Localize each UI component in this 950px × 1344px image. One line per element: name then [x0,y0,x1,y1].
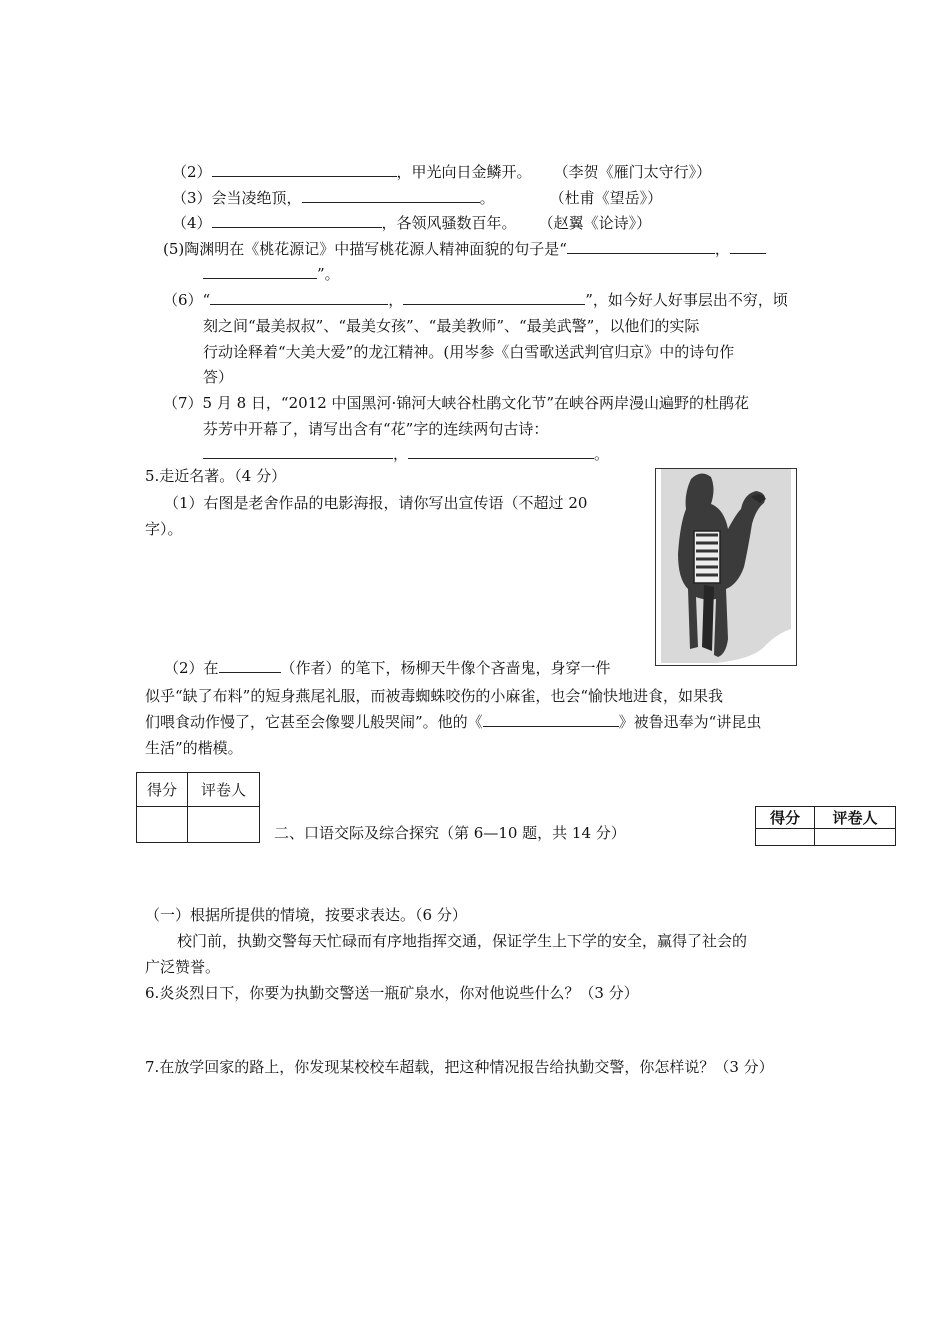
answer-blank[interactable] [302,187,480,203]
punctuation: ， [388,291,404,309]
score-box-left [136,772,260,843]
q4-item5-line1 [163,238,766,260]
q4-item6-line1 [163,289,788,311]
source-citation: （杜甫《望岳》） [549,189,663,207]
question-text: 们喂食动作慢了，它甚至会像婴儿般哭闹”。他的《 [145,713,483,731]
subsection-title: （一）根据所提供的情境，按要求表达。（6 分） [145,906,467,924]
score-label: 得分 [137,773,188,807]
movie-poster-image [655,468,797,666]
score-box-right [755,806,896,846]
answer-blank[interactable] [212,212,382,228]
question-7: 7.在放学回家的路上，你发现某校校车超载，把这种情况报告给执勤交警，你怎样说？（3 分） [145,1058,774,1076]
paragraph-text: 广泛赞誉。 [145,958,221,976]
question-text: 》被鲁迅奉为“讲昆虫 [618,713,762,731]
question-text: 行动诠释着“大美大爱”的龙江精神。(用岑参《白雪歌送武判官归京》中的诗句作 [203,343,735,361]
answer-blank[interactable] [403,289,585,305]
item-number: （3） [172,189,212,207]
question-text: 芬芳中开幕了，请写出含有“花”字的连续两句古诗： [203,420,549,438]
q4-item7-answer [203,443,609,465]
punctuation: ， [714,240,730,258]
q4-item5-line2 [203,263,340,285]
answer-blank[interactable] [567,238,715,254]
question-text: (5)陶渊明在《桃花源记》中描写桃花源人精神面貌的句子是“ [163,240,567,258]
question-6: 6.炎炎烈日下，你要为执勤交警送一瓶矿泉水，你对他说些什么？（3 分） [145,984,639,1002]
item-number: （6）“ [163,291,211,309]
q4-item2 [172,161,711,183]
answer-blank[interactable] [730,238,766,254]
section-title: 二、口语交际及综合探究（第 6—10 题，共 14 分） [274,824,626,842]
item-number: （4） [172,214,212,232]
score-cell[interactable] [756,829,815,846]
q4-item4 [172,212,651,234]
item-number: （2） [172,163,212,181]
score-cell[interactable] [137,807,188,843]
answer-blank[interactable] [408,443,594,459]
question-text: （2）在 [164,659,219,677]
question-text: （1）右图是老舍作品的电影海报，请你写出宣传语（不超过 20 [164,494,588,512]
grader-label: 评卷人 [815,807,896,829]
poem-line: ，各领风骚数百年。 [381,214,517,232]
question-text: ”，如今好人好事层出不穷，顷 [585,291,788,309]
question-text: （作者）的笔下，杨柳天牛像个吝啬鬼，身穿一件 [280,659,611,677]
grader-label: 评卷人 [188,773,260,807]
question-text: 刻之间“最美叔叔”、“最美女孩”、“最美教师”、“最美武警”，以他们的实际 [203,317,700,335]
answer-blank[interactable] [219,657,281,673]
question-text: 答） [203,368,234,386]
punctuation: ， [393,445,409,463]
punctuation: ”。 [317,265,340,283]
q4-item3 [172,187,662,209]
score-label: 得分 [756,807,815,829]
poem-line: 会当凌绝顶， [211,189,302,207]
answer-blank[interactable] [203,443,393,459]
poem-line: ，甲光向日金鳞开。 [396,163,532,181]
q5-p2-line3 [145,711,761,733]
question-text: 似乎“缺了布料”的短身燕尾礼服，而被毒蜘蛛咬伤的小麻雀，也会“愉快地进食，如果我 [145,687,724,705]
answer-blank[interactable] [212,161,397,177]
answer-blank[interactable] [210,289,388,305]
source-citation: （李贺《雁门太守行》） [553,163,712,181]
question-text: 生活”的楷模。 [145,739,243,757]
answer-blank[interactable] [203,263,317,279]
grader-cell[interactable] [815,829,896,846]
q5-p2-line1 [164,657,611,679]
question-text: （7）5 月 8 日，“2012 中国黑河·锦河大峡谷杜鹃文化节”在峡谷两岸漫山遍野的杜鹃花 [163,394,749,412]
camel-poster-icon [656,469,796,665]
answer-blank[interactable] [483,711,619,727]
source-citation: （赵翼《论诗》） [538,214,652,232]
grader-cell[interactable] [188,807,260,843]
paragraph-text: 校门前，执勤交警每天忙碌而有序地指挥交通，保证学生上下学的安全，赢得了社会的 [177,932,748,950]
question-title: 5.走近名著。（4 分） [145,467,287,485]
question-text: 字）。 [145,520,183,538]
punctuation: 。 [479,189,495,207]
punctuation: 。 [594,445,610,463]
